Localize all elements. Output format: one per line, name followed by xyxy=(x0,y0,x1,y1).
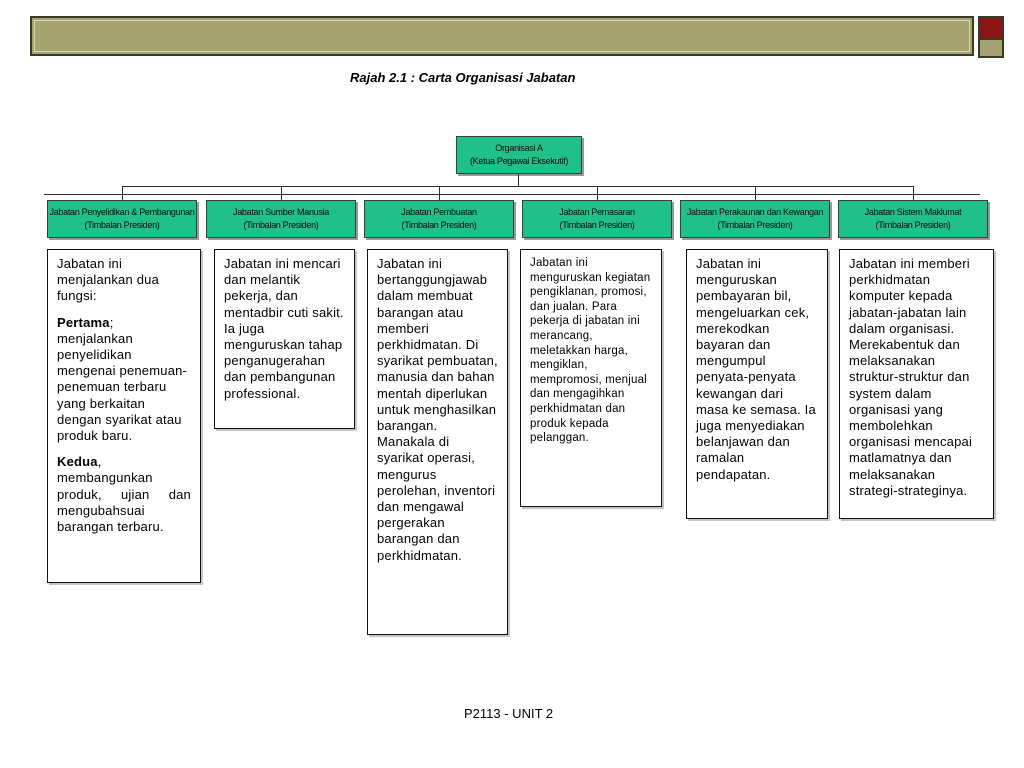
root-connector xyxy=(518,174,519,186)
dept-marketing xyxy=(522,200,672,238)
desc-rnd xyxy=(47,249,201,583)
desc-it-text: Jabatan ini memberi perkhidmatan komputer kepada jabatan-jabatan lain dalam organisasi. Merekabentuk dan melaksanakan struktur-struktur dan system dalam organisasi yang membolehkan organisasi mencapai matlamatnya dan melaksanakan strategi-strateginya. xyxy=(849,256,973,498)
outer-rule xyxy=(44,194,980,195)
root-node-role: (Ketua Pegawai Eksekutif) xyxy=(469,156,569,166)
desc-manufacturing xyxy=(367,249,508,635)
dept-name: Jabatan Penyelidikan & Pembangunan xyxy=(49,207,195,217)
title-banner xyxy=(30,16,974,56)
desc-manufacturing-text: Jabatan ini bertanggungjawab dalam membuat barangan atau memberi perkhidmatan. Di syarikat pembuatan, manusia dan bahan mentah diperlukan untuk menghasilkan barangan. Manakala di syarikat operasi, mengurus perolehan, inventori dan mengawal pergerakan barangan dan perkhidmatan. xyxy=(377,256,498,563)
dept-manufacturing xyxy=(364,200,514,238)
dept-name: Jabatan Sumber Manusia xyxy=(233,207,329,217)
dept-role: (Timbalan Presiden) xyxy=(84,220,160,230)
banner-accent-square-lower xyxy=(978,40,1004,58)
desc-hr-text: Jabatan ini mencari dan melantik pekerja, dan mentadbir cuti sakit. Ia juga menguruskan tahap penganugerahan dan pembangunan professional. xyxy=(224,256,344,401)
desc-rnd-second xyxy=(57,454,191,535)
slide-footer: P2113 - UNIT 2 xyxy=(464,706,554,721)
dept-name: Jabatan Pembuatan xyxy=(401,207,477,217)
drop-line-6 xyxy=(913,186,914,200)
dept-rnd xyxy=(47,200,197,238)
root-node-name: Organisasi A xyxy=(495,143,543,153)
dept-role: (Timbalan Presiden) xyxy=(243,220,319,230)
desc-rnd-second-text: , membangunkan produk, ujian dan mengubahsuai barangan terbaru. xyxy=(57,454,191,535)
desc-it xyxy=(839,249,994,519)
root-node xyxy=(456,136,582,174)
chart-title: Rajah 2.1 : Carta Organisasi Jabatan xyxy=(350,70,576,85)
desc-rnd-first-label: Pertama xyxy=(57,314,110,330)
desc-finance xyxy=(686,249,828,519)
desc-rnd-first-text: ; menjalankan penyelidikan mengenai penemuan-penemuan terbaru yang berkaitan dengan syarikat atau produk baru. xyxy=(57,314,188,444)
banner-accent-square xyxy=(978,16,1004,40)
horizontal-bus xyxy=(122,186,914,187)
dept-finance xyxy=(680,200,830,238)
desc-hr xyxy=(214,249,355,429)
drop-line-5 xyxy=(755,186,756,200)
dept-role: (Timbalan Presiden) xyxy=(559,220,635,230)
desc-marketing xyxy=(520,249,662,507)
desc-finance-text: Jabatan ini menguruskan pembayaran bil, mengeluarkan cek, merekodkan bayaran dan mengumpul penyata-penyata kewangan dari masa ke semasa. Ia juga menyediakan belanjawan dan ramalan pendapatan. xyxy=(696,256,816,482)
dept-name: Jabatan Sistem Maklumat xyxy=(864,207,962,217)
dept-role: (Timbalan Presiden) xyxy=(401,220,477,230)
dept-name: Jabatan Perakaunan dan Kewangan xyxy=(686,207,824,217)
dept-name: Jabatan Pemasaran xyxy=(559,207,635,217)
drop-line-1 xyxy=(122,186,123,200)
dept-role: (Timbalan Presiden) xyxy=(717,220,793,230)
desc-rnd-intro: Jabatan ini menjalankan dua fungsi: xyxy=(57,256,160,304)
dept-role: (Timbalan Presiden) xyxy=(875,220,951,230)
dept-hr xyxy=(206,200,356,238)
drop-line-2 xyxy=(281,186,282,200)
desc-rnd-second-label: Kedua xyxy=(57,454,98,470)
desc-marketing-text: Jabatan ini menguruskan kegiatan pengiklanan, promosi, dan jualan. Para pekerja di jabatan ini merancang, meletakkan harga, mengiklan, mempromosi, menjual dan mengagihkan perkhidmatan dan produk kepada pelanggan. xyxy=(530,257,651,445)
drop-line-3 xyxy=(439,186,440,200)
drop-line-4 xyxy=(597,186,598,200)
dept-it xyxy=(838,200,988,238)
desc-rnd-first xyxy=(57,315,191,445)
